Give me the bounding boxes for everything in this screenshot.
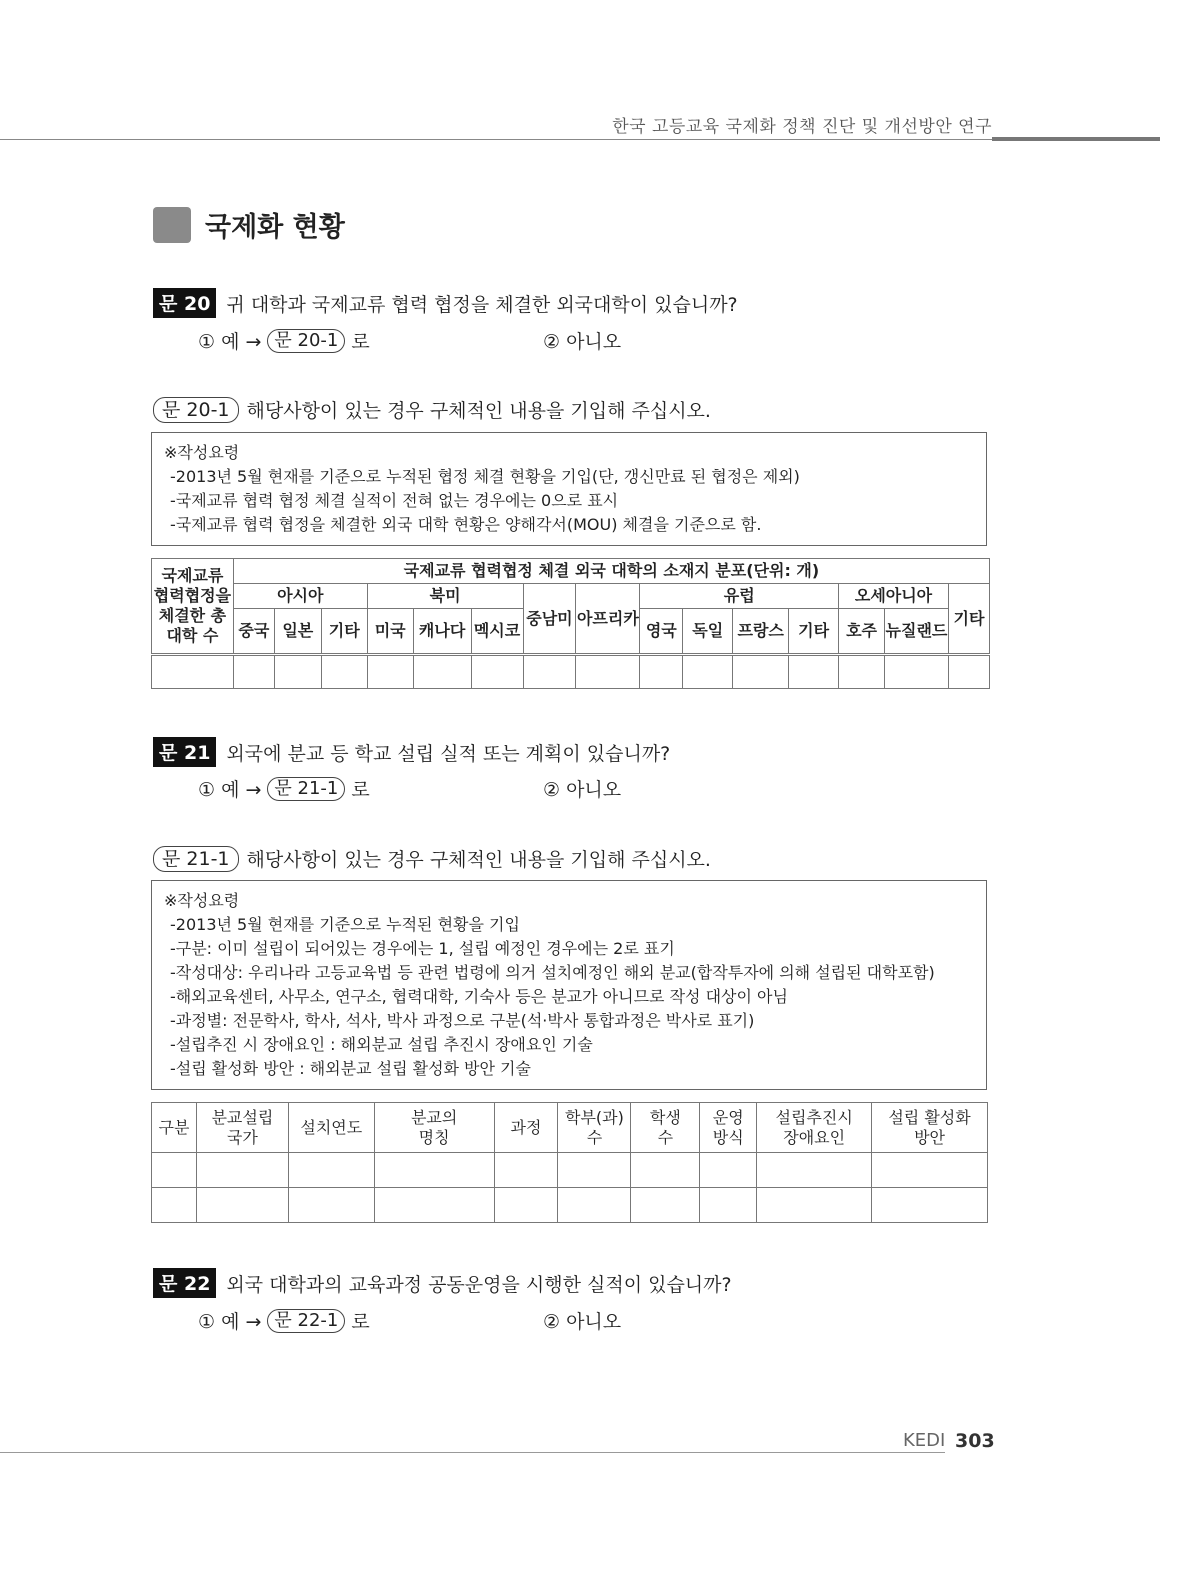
header-line: 명칭 (418, 1127, 450, 1147)
input-cell[interactable] (872, 1188, 988, 1223)
footer-publisher: KEDI (903, 1430, 946, 1451)
option-yes[interactable] (198, 775, 370, 802)
input-cell[interactable] (523, 655, 576, 689)
question-badge: 문 21 (153, 737, 216, 767)
section-title: 국제화 현황 (205, 212, 345, 243)
header-europe: 유럽 (640, 584, 839, 609)
input-cell[interactable] (374, 1188, 494, 1223)
header-line: 학생 (649, 1107, 681, 1127)
header-oceania: 오세아니아 (839, 584, 949, 609)
header-students (631, 1103, 700, 1153)
header-operation (700, 1103, 757, 1153)
guide-box-20-1 (151, 432, 987, 546)
running-title: 한국 고등교육 국제화 정책 진단 및 개선방안 연구 (612, 117, 992, 137)
option-ref-badge: 문 22-1 (267, 1309, 345, 1333)
header-usa: 미국 (367, 609, 413, 655)
input-cell[interactable] (494, 1188, 558, 1223)
header-line: 협력협정을 (153, 586, 232, 605)
section-square-icon (153, 207, 191, 243)
header-year (288, 1103, 374, 1153)
guide-line: -과정별: 전문학사, 학사, 석사, 박사 과정으로 구분(석·박사 통합과정은 박사로 표기) (170, 1011, 755, 1030)
guide-line: -설립 활성화 방안 : 해외분교 설립 활성화 방안 기술 (170, 1059, 531, 1078)
input-cell[interactable] (885, 655, 949, 689)
header-latin-america: 중남미 (523, 584, 576, 655)
option-yes[interactable] (198, 327, 370, 354)
header-asia: 아시아 (233, 584, 367, 609)
header-line: 설치연도 (300, 1117, 363, 1137)
question-22-options (198, 1307, 898, 1335)
question-22 (153, 1268, 732, 1298)
question-20 (153, 288, 738, 318)
guide-title: ※작성요령 (164, 443, 240, 462)
header-rule-accent (992, 137, 1160, 141)
question-text: 귀 대학과 국제교류 협력 협정을 체결한 외국대학이 있습니까? (226, 293, 738, 316)
input-cell[interactable] (683, 655, 733, 689)
guide-line: -국제교류 협력 협정 체결 실적이 전혀 없는 경우에는 0으로 표시 (170, 491, 619, 510)
header-canada: 캐나다 (413, 609, 471, 655)
guide-box-21-1 (151, 880, 987, 1090)
header-obstacles (757, 1103, 872, 1153)
header-line: 방식 (712, 1127, 744, 1147)
input-cell[interactable] (321, 655, 367, 689)
question-badge: 문 20-1 (153, 397, 239, 423)
header-line: 과정 (510, 1117, 542, 1137)
header-line: 학부(과) (565, 1107, 624, 1127)
header-course (494, 1103, 558, 1153)
header-country (196, 1103, 288, 1153)
input-cell[interactable] (374, 1153, 494, 1188)
guide-line: -설립추진 시 장애요인 : 해외분교 설립 추진시 장애요인 기술 (170, 1035, 593, 1054)
header-line: 분교설립 (211, 1107, 274, 1127)
header-total-universities (152, 559, 234, 655)
page-number: 303 (955, 1430, 995, 1452)
input-cell[interactable] (274, 655, 321, 689)
header-activation (872, 1103, 988, 1153)
input-cell[interactable] (196, 1188, 288, 1223)
option-yes-label: ① 예 → (198, 779, 262, 801)
header-japan: 일본 (274, 609, 321, 655)
input-cell[interactable] (700, 1153, 757, 1188)
header-north-america: 북미 (367, 584, 523, 609)
input-cell[interactable] (839, 655, 885, 689)
header-new-zealand: 뉴질랜드 (885, 609, 949, 655)
header-australia: 호주 (839, 609, 885, 655)
input-cell[interactable] (700, 1188, 757, 1223)
input-cell[interactable] (733, 655, 789, 689)
header-line: 운영 (712, 1107, 744, 1127)
option-yes[interactable] (198, 1307, 370, 1334)
header-line: 설립 활성화 (888, 1107, 971, 1127)
header-rule (0, 139, 992, 140)
input-cell[interactable] (789, 655, 839, 689)
header-africa: 아프리카 (576, 584, 640, 655)
input-cell[interactable] (640, 655, 683, 689)
running-header (0, 104, 1160, 140)
input-cell[interactable] (872, 1153, 988, 1188)
question-20-1 (153, 396, 711, 423)
input-cell[interactable] (471, 655, 523, 689)
option-no[interactable]: ② 아니오 (543, 331, 622, 353)
question-21 (153, 737, 670, 767)
header-europe-other: 기타 (789, 609, 839, 655)
guide-title: ※작성요령 (164, 891, 240, 910)
question-badge: 문 22 (153, 1268, 216, 1298)
header-france: 프랑스 (733, 609, 789, 655)
header-line: 체결한 총 (158, 606, 227, 625)
input-cell[interactable] (288, 1188, 374, 1223)
question-text: 해당사항이 있는 경우 구체적인 내용을 기입해 주십시오. (246, 849, 711, 871)
header-other: 기타 (948, 584, 989, 655)
input-cell[interactable] (948, 655, 989, 689)
header-mexico: 멕시코 (471, 609, 523, 655)
header-line: 국제교류 (161, 566, 224, 585)
input-cell[interactable] (413, 655, 471, 689)
header-category (152, 1103, 197, 1153)
header-line: 설립추진시 (775, 1107, 853, 1127)
question-text: 해당사항이 있는 경우 구체적인 내용을 기입해 주십시오. (246, 400, 711, 422)
guide-line: -2013년 5월 현재를 기준으로 누적된 협정 체결 현황을 기입(단, 갱신만료 된 협정은 제외) (170, 467, 800, 486)
guide-line: -2013년 5월 현재를 기준으로 누적된 현황을 기입 (170, 915, 520, 934)
header-branch-name (374, 1103, 494, 1153)
question-21-1 (153, 845, 711, 872)
input-cell[interactable] (367, 655, 413, 689)
option-ref-suffix: 로 (351, 331, 370, 353)
input-cell[interactable] (576, 655, 640, 689)
header-line: 수 (586, 1127, 603, 1147)
header-china: 중국 (233, 609, 274, 655)
question-text: 외국 대학과의 교육과정 공동운영을 시행한 실적이 있습니까? (226, 1273, 732, 1296)
header-uk: 영국 (640, 609, 683, 655)
question-badge: 문 21-1 (153, 846, 239, 872)
question-20-options (198, 327, 898, 355)
header-line: 대학 수 (166, 626, 219, 645)
header-line: 방안 (914, 1127, 945, 1147)
question-text: 외국에 분교 등 학교 설립 실적 또는 계획이 있습니까? (226, 742, 671, 765)
option-yes-label: ① 예 → (198, 331, 262, 353)
option-yes-label: ① 예 → (198, 1311, 262, 1333)
input-cell[interactable] (233, 655, 274, 689)
input-cell[interactable] (558, 1153, 631, 1188)
section-heading (153, 205, 345, 244)
option-ref-suffix: 로 (351, 1311, 370, 1333)
option-ref-suffix: 로 (351, 779, 370, 801)
input-cell[interactable] (196, 1153, 288, 1188)
input-cell[interactable] (152, 1188, 197, 1223)
option-ref-badge: 문 21-1 (267, 777, 345, 801)
option-no[interactable]: ② 아니오 (543, 779, 622, 801)
header-line: 구분 (158, 1117, 190, 1137)
footer-rule (0, 1452, 945, 1453)
input-cell[interactable] (631, 1188, 700, 1223)
table-row (152, 1188, 988, 1223)
header-departments (558, 1103, 631, 1153)
header-line: 국가 (226, 1127, 258, 1147)
header-germany: 독일 (683, 609, 733, 655)
table-header-row (152, 1103, 988, 1153)
question-badge: 문 20 (153, 288, 216, 318)
input-cell[interactable] (757, 1153, 872, 1188)
input-cell[interactable] (152, 655, 234, 689)
input-cell[interactable] (288, 1153, 374, 1188)
header-line: 수 (657, 1127, 674, 1147)
header-line: 분교의 (410, 1107, 458, 1127)
page-footer (0, 1430, 1182, 1470)
table-row (152, 1153, 988, 1188)
header-distribution: 국제교류 협력협정 체결 외국 대학의 소재지 분포(단위: 개) (233, 559, 989, 584)
guide-line: -작성대상: 우리나라 고등교육법 등 관련 법령에 의거 설치예정인 해외 분교(합작투자에 의해 설립된 대학포함) (170, 963, 935, 982)
input-cell[interactable] (152, 1153, 197, 1188)
question-21-options (198, 775, 898, 803)
guide-line: -해외교육센터, 사무소, 연구소, 협력대학, 기숙사 등은 분교가 아니므로 작성 대상이 아님 (170, 987, 788, 1006)
guide-line: -국제교류 협력 협정을 체결한 외국 대학 현황은 양해각서(MOU) 체결을 기준으로 함. (170, 515, 762, 534)
option-ref-badge: 문 20-1 (267, 329, 345, 353)
table-row (152, 655, 990, 689)
input-cell[interactable] (757, 1188, 872, 1223)
header-asia-other: 기타 (321, 609, 367, 655)
table-partnership-distribution (151, 558, 990, 689)
table-branch-campus (151, 1102, 988, 1223)
input-cell[interactable] (631, 1153, 700, 1188)
option-no[interactable]: ② 아니오 (543, 1311, 622, 1333)
input-cell[interactable] (494, 1153, 558, 1188)
input-cell[interactable] (558, 1188, 631, 1223)
guide-line: -구분: 이미 설립이 되어있는 경우에는 1, 설립 예정인 경우에는 2로 표기 (170, 939, 675, 958)
header-line: 장애요인 (783, 1127, 846, 1147)
